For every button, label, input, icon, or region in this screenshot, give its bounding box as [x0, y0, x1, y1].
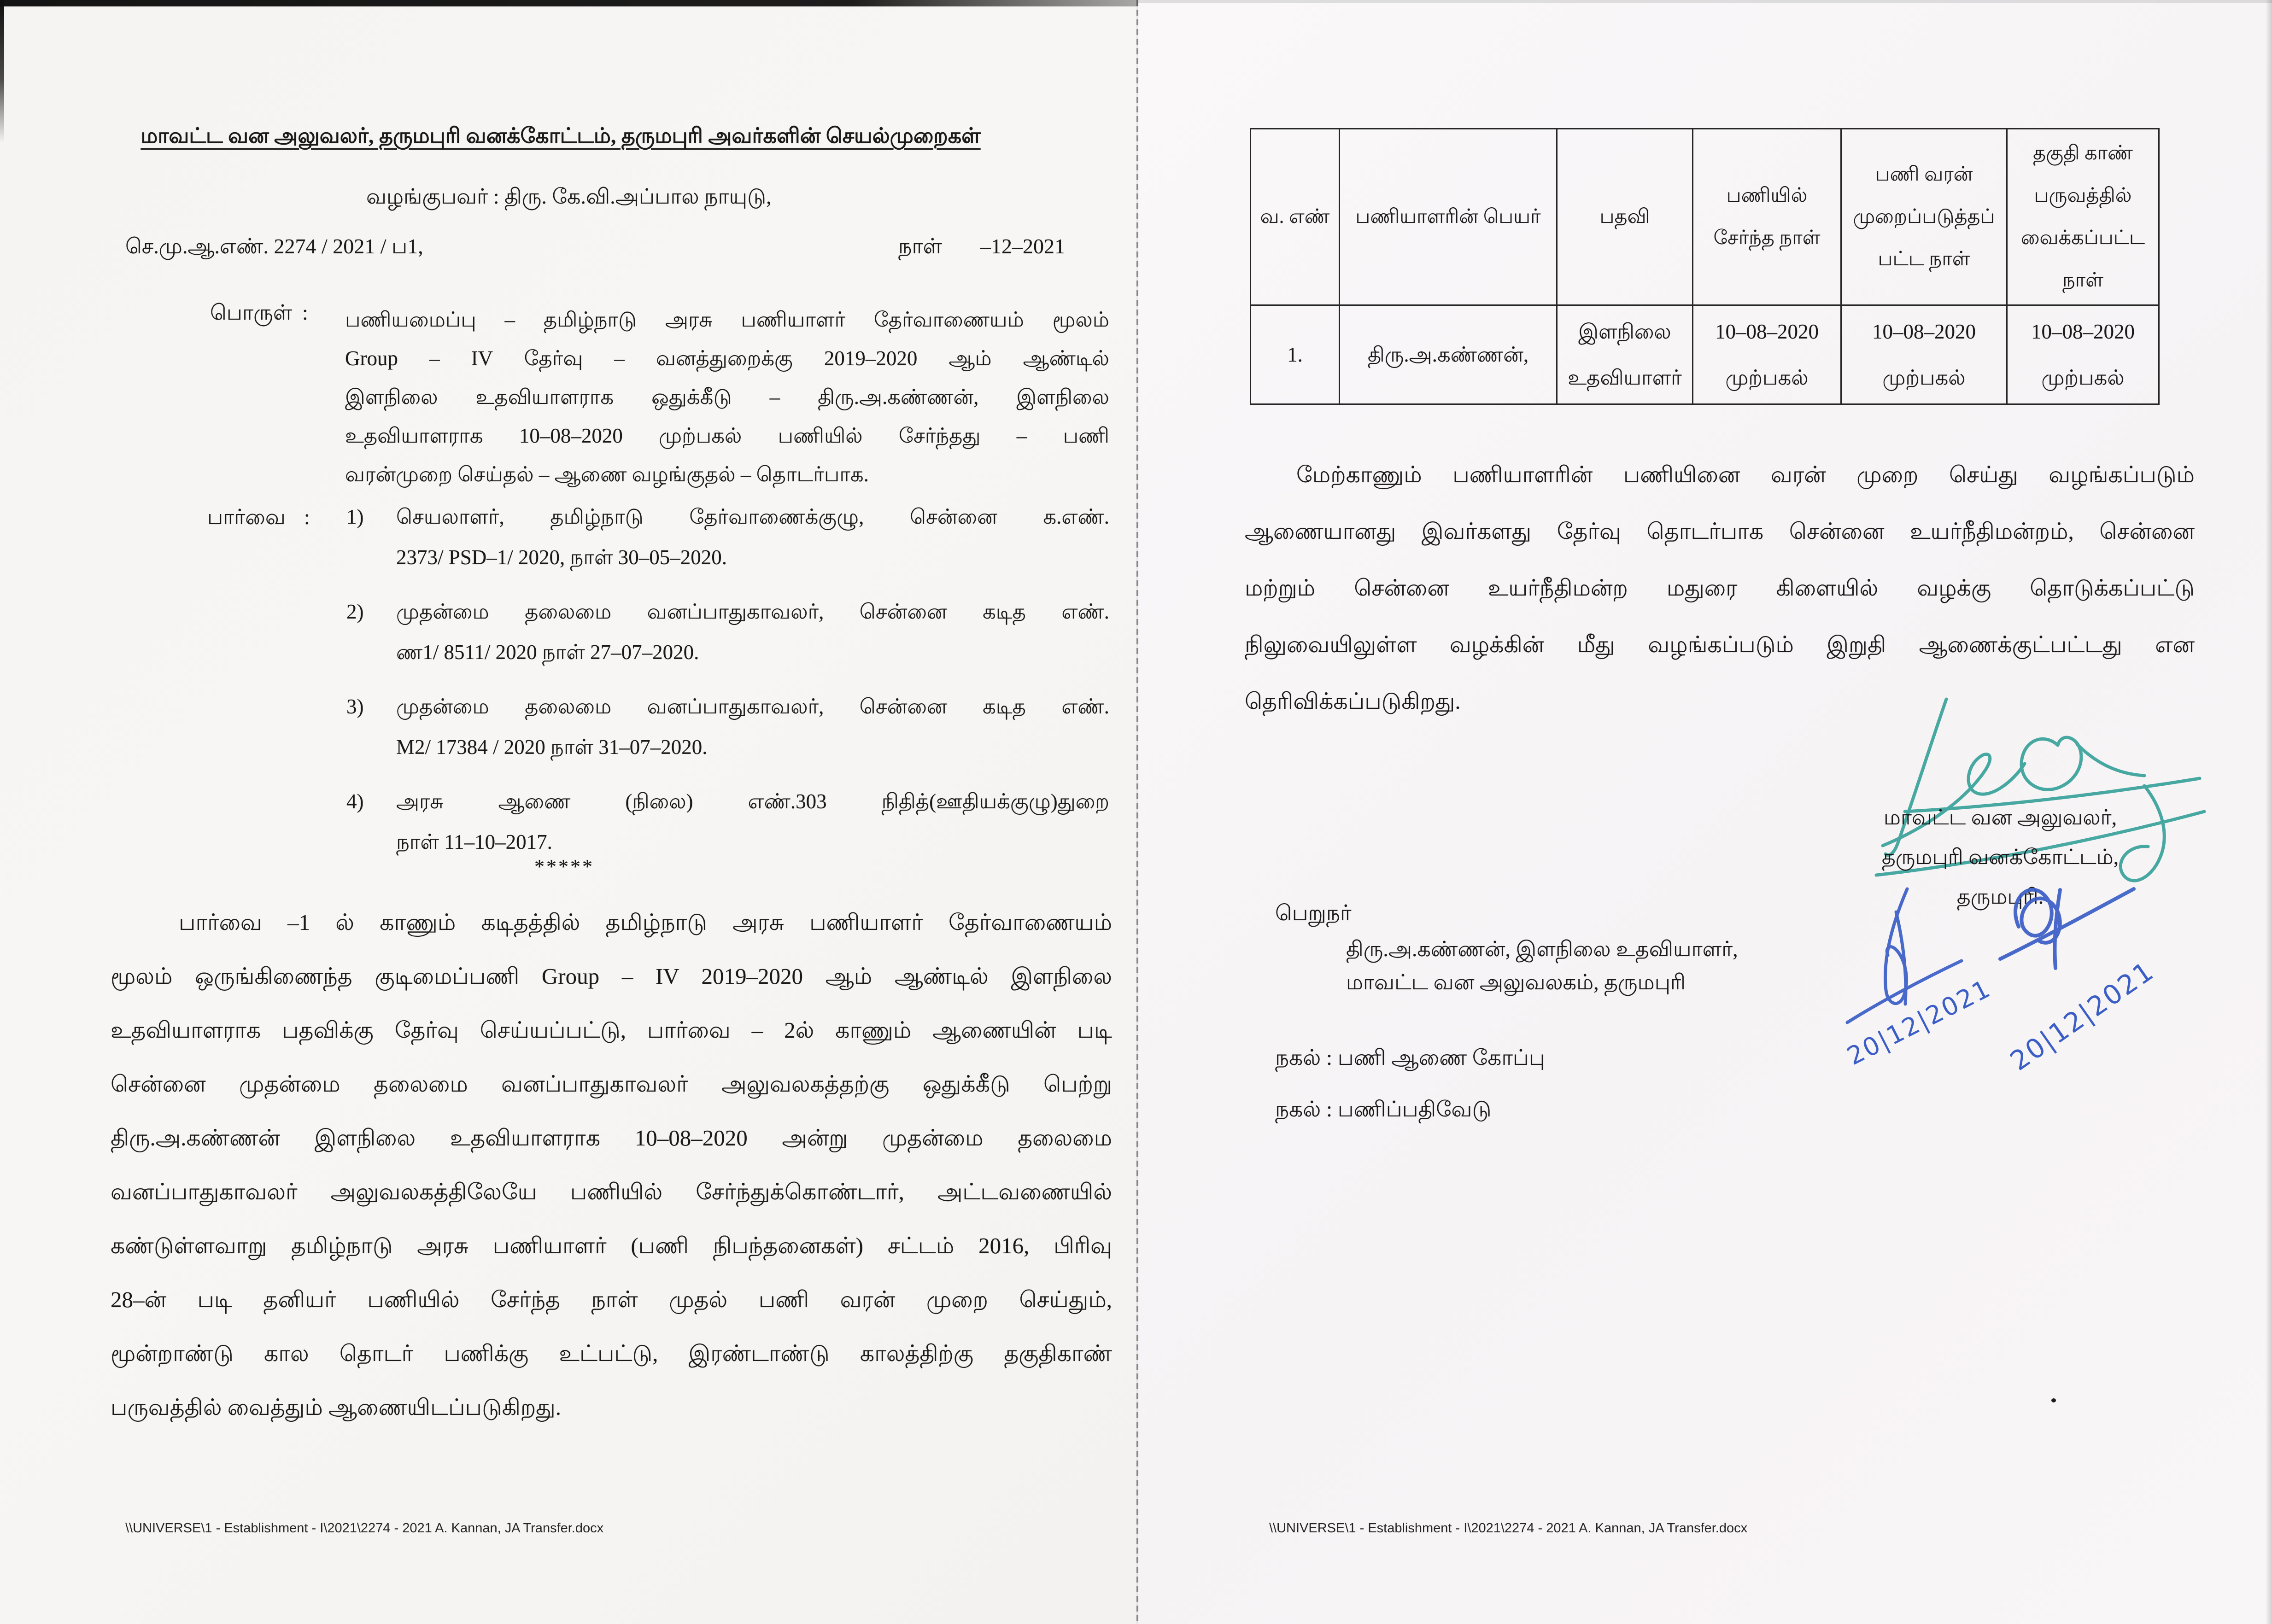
- reference-item-line: அரசு ஆணை (நிலை) எண்.303 நிதித்(ஊதியக்குழு)துறை: [396, 790, 1109, 813]
- scan-artifact-top-edge: [0, 0, 1138, 6]
- reference-item-line: 2373/ PSD–1/ 2020, நாள் 30–05–2020.: [396, 546, 727, 569]
- issuer-line: வழங்குபவர் : திரு. கே.வி.அப்பால நாயுடு,: [366, 185, 772, 208]
- signature-date: 20|12|2021: [2004, 955, 2160, 1077]
- table-cell-serial: 1.: [1251, 305, 1340, 404]
- body-line: உதவியாளராக பதவிக்கு தேர்வு செய்யப்பட்டு, பார்வை – 2ல் காணும் ஆணையின் படி: [111, 1017, 1112, 1043]
- table-header-row: [1251, 129, 2159, 305]
- file-path-footer: \\UNIVERSE\1 - Establishment - I\2021\2274 - 2021 A. Kannan, JA Transfer.docx: [125, 1521, 604, 1536]
- table-cell-probation-date: 10–08–2020 முற்பகல்: [2007, 305, 2159, 404]
- order-para-line: மற்றும் சென்னை உயர்நீதிமன்ற மதுரை கிளையில் வழக்கு தொடுக்கப்பட்டு: [1245, 575, 2195, 601]
- scan-artifact-top-edge-right: [1138, 0, 2272, 3]
- subject-line: வரன்முறை செய்தல் – ஆணை வழங்குதல் – தொடர்பாக.: [345, 463, 869, 486]
- order-para-line: ஆணையானது இவர்களது தேர்வு தொடர்பாக சென்னை உயர்நீதிமன்றம், சென்னை: [1245, 519, 2195, 544]
- reference-number: செ.மு.ஆ.எண். 2274 / 2021 / ப1,: [125, 234, 423, 258]
- copy-line: நகல் : பணி ஆணை கோப்பு: [1275, 1046, 1545, 1070]
- subject-line: பணியமைப்பு – தமிழ்நாடு அரசு பணியாளர் தேர்வாணையம் மூலம்: [345, 308, 1109, 331]
- reference-item-line: முதன்மை தலைமை வனப்பாதுகாவலர், சென்னை கடித எண்.: [396, 695, 1109, 718]
- table-cell-name: திரு.அ.கண்ணன்,: [1340, 305, 1557, 404]
- table-header-regularised-date: பணி வரன் முறைப்படுத்தப் பட்ட நாள்: [1841, 129, 2007, 305]
- table-header-probation-date: தகுதி காண் பருவத்தில் வைக்கப்பட்ட நாள்: [2007, 129, 2159, 305]
- table-cell-regularised-date: 10–08–2020 முற்பகல்: [1841, 305, 2007, 404]
- body-line: திரு.அ.கண்ணன் இளநிலை உதவியாளராக 10–08–2020 அன்று முதன்மை தலைமை: [111, 1125, 1112, 1151]
- copy-line: நகல் : பணிப்பதிவேடு: [1275, 1098, 1492, 1122]
- reference-item-line: முதன்மை தலைமை வனப்பாதுகாவலர், சென்னை கடித எண்.: [396, 600, 1109, 623]
- scan-speck: [2051, 1398, 2056, 1402]
- scan-artifact-right-edge: [2266, 0, 2272, 1624]
- reference-item-number: 1): [346, 505, 364, 528]
- subject-line: உதவியாளராக 10–08–2020 முற்பகல் பணியில் சேர்ந்தது – பணி: [345, 424, 1109, 447]
- reference-colon: :: [304, 505, 310, 529]
- body-line: சென்னை முதன்மை தலைமை வனப்பாதுகாவலர் அலுவலகத்தற்கு ஒதுக்கீடு பெற்று: [111, 1071, 1112, 1097]
- table-header-serial: வ. எண்: [1251, 129, 1340, 305]
- scan-artifact-left-edge: [0, 0, 4, 143]
- body-line: பருவத்தில் வைத்தும் ஆணையிடப்படுகிறது.: [111, 1395, 561, 1420]
- date-label: நாள்: [898, 234, 943, 258]
- subject-colon: :: [302, 301, 308, 324]
- table-header-joining-date: பணியில் சேர்ந்த நாள்: [1693, 129, 1841, 305]
- reference-item-number: 4): [346, 790, 364, 813]
- reference-item-line: M2/ 17384 / 2020 நாள் 31–07–2020.: [396, 736, 708, 759]
- page-2: [1138, 0, 2272, 1624]
- signatory-designation-line: தருமபுரி வனக்கோட்டம்,: [1881, 845, 2119, 869]
- signatory-designation-line: தருமபுரி.: [1956, 885, 2044, 908]
- order-para-line: நிலுவையிலுள்ள வழக்கின் மீது வழங்கப்படும் இறுதி ஆணைக்குட்பட்டது என: [1245, 632, 2195, 657]
- body-line: 28–ன் படி தனியர் பணியில் சேர்ந்த நாள் முதல் பணி வரன் முறை செய்தும்,: [111, 1287, 1112, 1312]
- subject-label: பொருள்: [210, 301, 293, 324]
- table-header-designation: பதவி: [1557, 129, 1693, 305]
- reference-label: பார்வை: [207, 505, 286, 529]
- date-value: –12–2021: [980, 234, 1065, 258]
- table-row: [1251, 305, 2159, 404]
- signatory-designation-line: மாவட்ட வன அலுவலர்,: [1883, 806, 2117, 829]
- table-header-name: பணியாளரின் பெயர்: [1340, 129, 1557, 305]
- reference-item-line: நாள் 11–10–2017.: [396, 830, 552, 853]
- separator-stars: *****: [534, 855, 594, 878]
- body-line: கண்டுள்ளவாறு தமிழ்நாடு அரசு பணியாளர் (பணி நிபந்தனைகள்) சட்டம் 2016, பிரிவு: [111, 1233, 1112, 1258]
- body-line: வனப்பாதுகாவலர் அலுவலகத்திலேயே பணியில் சேர்ந்துக்கொண்டார், அட்டவணையில்: [111, 1179, 1112, 1204]
- subject-line: Group – IV தேர்வு – வனத்துறைக்கு 2019–2020 ஆம் ஆண்டில்: [345, 347, 1109, 370]
- subject-line: இளநிலை உதவியாளராக ஒதுக்கீடு – திரு.அ.கண்ணன், இளநிலை: [345, 386, 1109, 409]
- document-heading: மாவட்ட வன அலுவலர், தருமபுரி வனக்கோட்டம், தருமபுரி அவர்களின் செயல்முறைகள்: [141, 124, 981, 147]
- reference-item-number: 2): [346, 600, 364, 623]
- file-path-footer: \\UNIVERSE\1 - Establishment - I\2021\2274 - 2021 A. Kannan, JA Transfer.docx: [1269, 1521, 1748, 1536]
- body-line: பார்வை –1 ல் காணும் கடிதத்தில் தமிழ்நாடு அரசு பணியாளர் தேர்வாணையம்: [179, 910, 1112, 935]
- recipient-line: திரு.அ.கண்ணன், இளநிலை உதவியாளர்,: [1346, 937, 1738, 961]
- order-para-line: மேற்காணும் பணியாளரின் பணியினை வரன் முறை செய்து வழங்கப்படும்: [1296, 462, 2195, 487]
- table-cell-joining-date: 10–08–2020 முற்பகல்: [1693, 305, 1841, 404]
- reference-item-number: 3): [346, 695, 364, 718]
- body-line: மூலம் ஒருங்கிணைந்த குடிமைப்பணி Group – IV 2019–2020 ஆம் ஆண்டில் இளநிலை: [111, 964, 1112, 989]
- signature-date: 20|12|2021: [1842, 973, 1996, 1071]
- service-table: [1250, 128, 2160, 405]
- table-cell-designation: இளநிலை உதவியாளர்: [1557, 305, 1693, 404]
- reference-item-line: செயலாளர், தமிழ்நாடு தேர்வாணைக்குழு, சென்னை க.எண்.: [396, 505, 1109, 528]
- page-fold-seam: [1136, 0, 1138, 1624]
- recipient-line: மாவட்ட வன அலுவலகம், தருமபுரி: [1346, 970, 1686, 994]
- recipient-label: பெறுநர்: [1275, 901, 1352, 925]
- reference-item-line: ண1/ 8511/ 2020 நாள் 27–07–2020.: [396, 641, 699, 664]
- order-para-line: தெரிவிக்கப்படுகிறது.: [1245, 689, 1461, 714]
- body-line: மூன்றாண்டு கால தொடர் பணிக்கு உட்பட்டு, இரண்டாண்டு காலத்திற்கு தகுதிகாண்: [111, 1341, 1112, 1366]
